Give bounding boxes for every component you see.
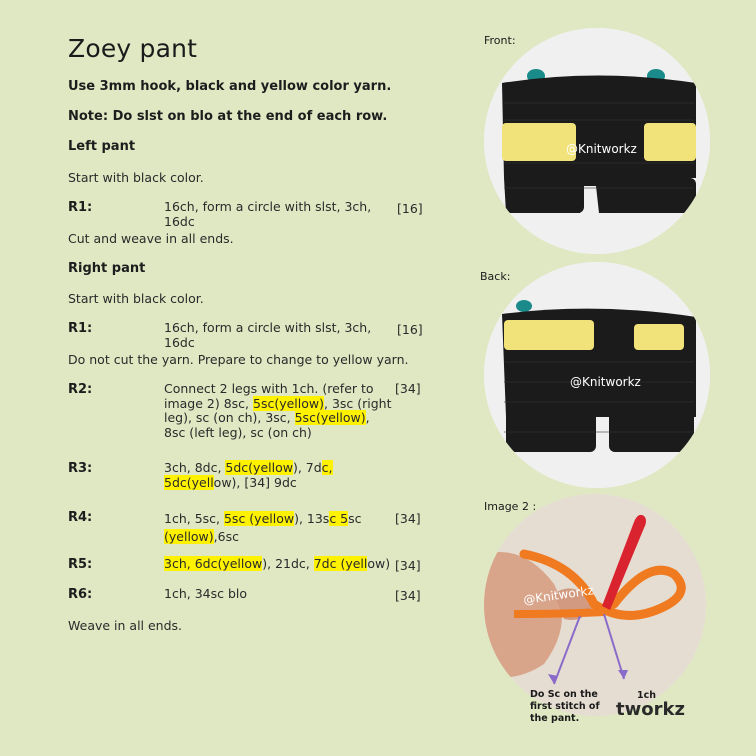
r5-label: R5:: [68, 557, 93, 572]
watermark: @Knitworkz: [522, 583, 595, 607]
highlight: c, 5dc(yell: [164, 460, 333, 490]
highlight: 3ch, 6dc(yellow: [164, 556, 263, 571]
back-photo: [484, 262, 710, 488]
left-pant-heading: Left pant: [68, 139, 136, 154]
r5-count: [34]: [395, 558, 421, 573]
annotation-sc: Do Sc on the first stitch of the pant.: [530, 689, 600, 724]
r6-count: [34]: [395, 588, 421, 603]
right-r1-label: R1:: [68, 321, 93, 336]
r6-text: 1ch, 34sc blo: [164, 586, 248, 601]
right-r1-text: 16ch, form a circle with slst, 3ch, 16dc: [164, 320, 372, 350]
r3-label: R3:: [68, 461, 93, 476]
highlight: c 5: [329, 511, 349, 526]
r4-label: R4:: [68, 510, 93, 525]
highlight: 5sc (yellow: [223, 511, 295, 526]
r2-text: Connect 2 legs with 1ch. (refer to image 2) 8sc, 5sc(yellow), 3sc (right leg), sc (on ch), 3sc, 5sc(yellow), 8sc (left leg), sc (on ch): [164, 381, 392, 440]
watermark: @Knitworkz: [566, 142, 637, 156]
weave-ends: Weave in all ends.: [68, 618, 183, 633]
right-pant-change: Do not cut the yarn. Prepare to change to yellow yarn.: [68, 352, 409, 367]
r2-count: [34]: [395, 381, 421, 396]
highlight: 5dc(yellow: [225, 460, 293, 475]
r4-count: [34]: [395, 511, 421, 526]
left-r1-count: [16]: [397, 201, 423, 216]
hook-instruction: Use 3mm hook, black and yellow color yarn.: [68, 79, 392, 94]
note-instruction: Note: Do slst on blo at the end of each row.: [68, 109, 388, 124]
r5-text: 3ch, 6dc(yellow), 21dc, 7dc (yellow): [164, 556, 391, 571]
front-caption: Front:: [484, 34, 516, 47]
r2-label: R2:: [68, 382, 93, 397]
left-pant-end: Cut and weave in all ends.: [68, 231, 234, 246]
left-r1-label: R1:: [68, 200, 93, 215]
right-r1-count: [16]: [397, 322, 423, 337]
highlight: 7dc (yell: [313, 556, 368, 571]
back-caption: Back:: [480, 270, 511, 283]
watermark: @Knitworkz: [570, 375, 641, 389]
highlight: (yellow): [164, 529, 214, 544]
annotation-ch: 1ch: [637, 690, 657, 701]
front-photo: [484, 28, 710, 254]
image2-photo: [484, 494, 706, 716]
left-pant-start: Start with black color.: [68, 170, 204, 185]
right-pant-heading: Right pant: [68, 261, 146, 276]
right-pant-start: Start with black color.: [68, 291, 204, 306]
watermark-partial: tworkz: [616, 699, 685, 720]
r4-text: 1ch, 5sc, 5sc (yellow), 13sc 5sc (yellow),6sc: [164, 511, 362, 544]
page-title: Zoey pant: [68, 34, 198, 63]
image2-caption: Image 2 :: [484, 500, 537, 513]
highlight: 5sc(yellow): [294, 410, 366, 425]
r6-label: R6:: [68, 587, 93, 602]
left-r1-text: 16ch, form a circle with slst, 3ch, 16dc: [164, 199, 372, 229]
r3-text: 3ch, 8dc, 5dc(yellow), 7dc, 5dc(yellow), [34] 9dc: [164, 460, 333, 490]
highlight: 5sc(yellow): [253, 395, 324, 411]
